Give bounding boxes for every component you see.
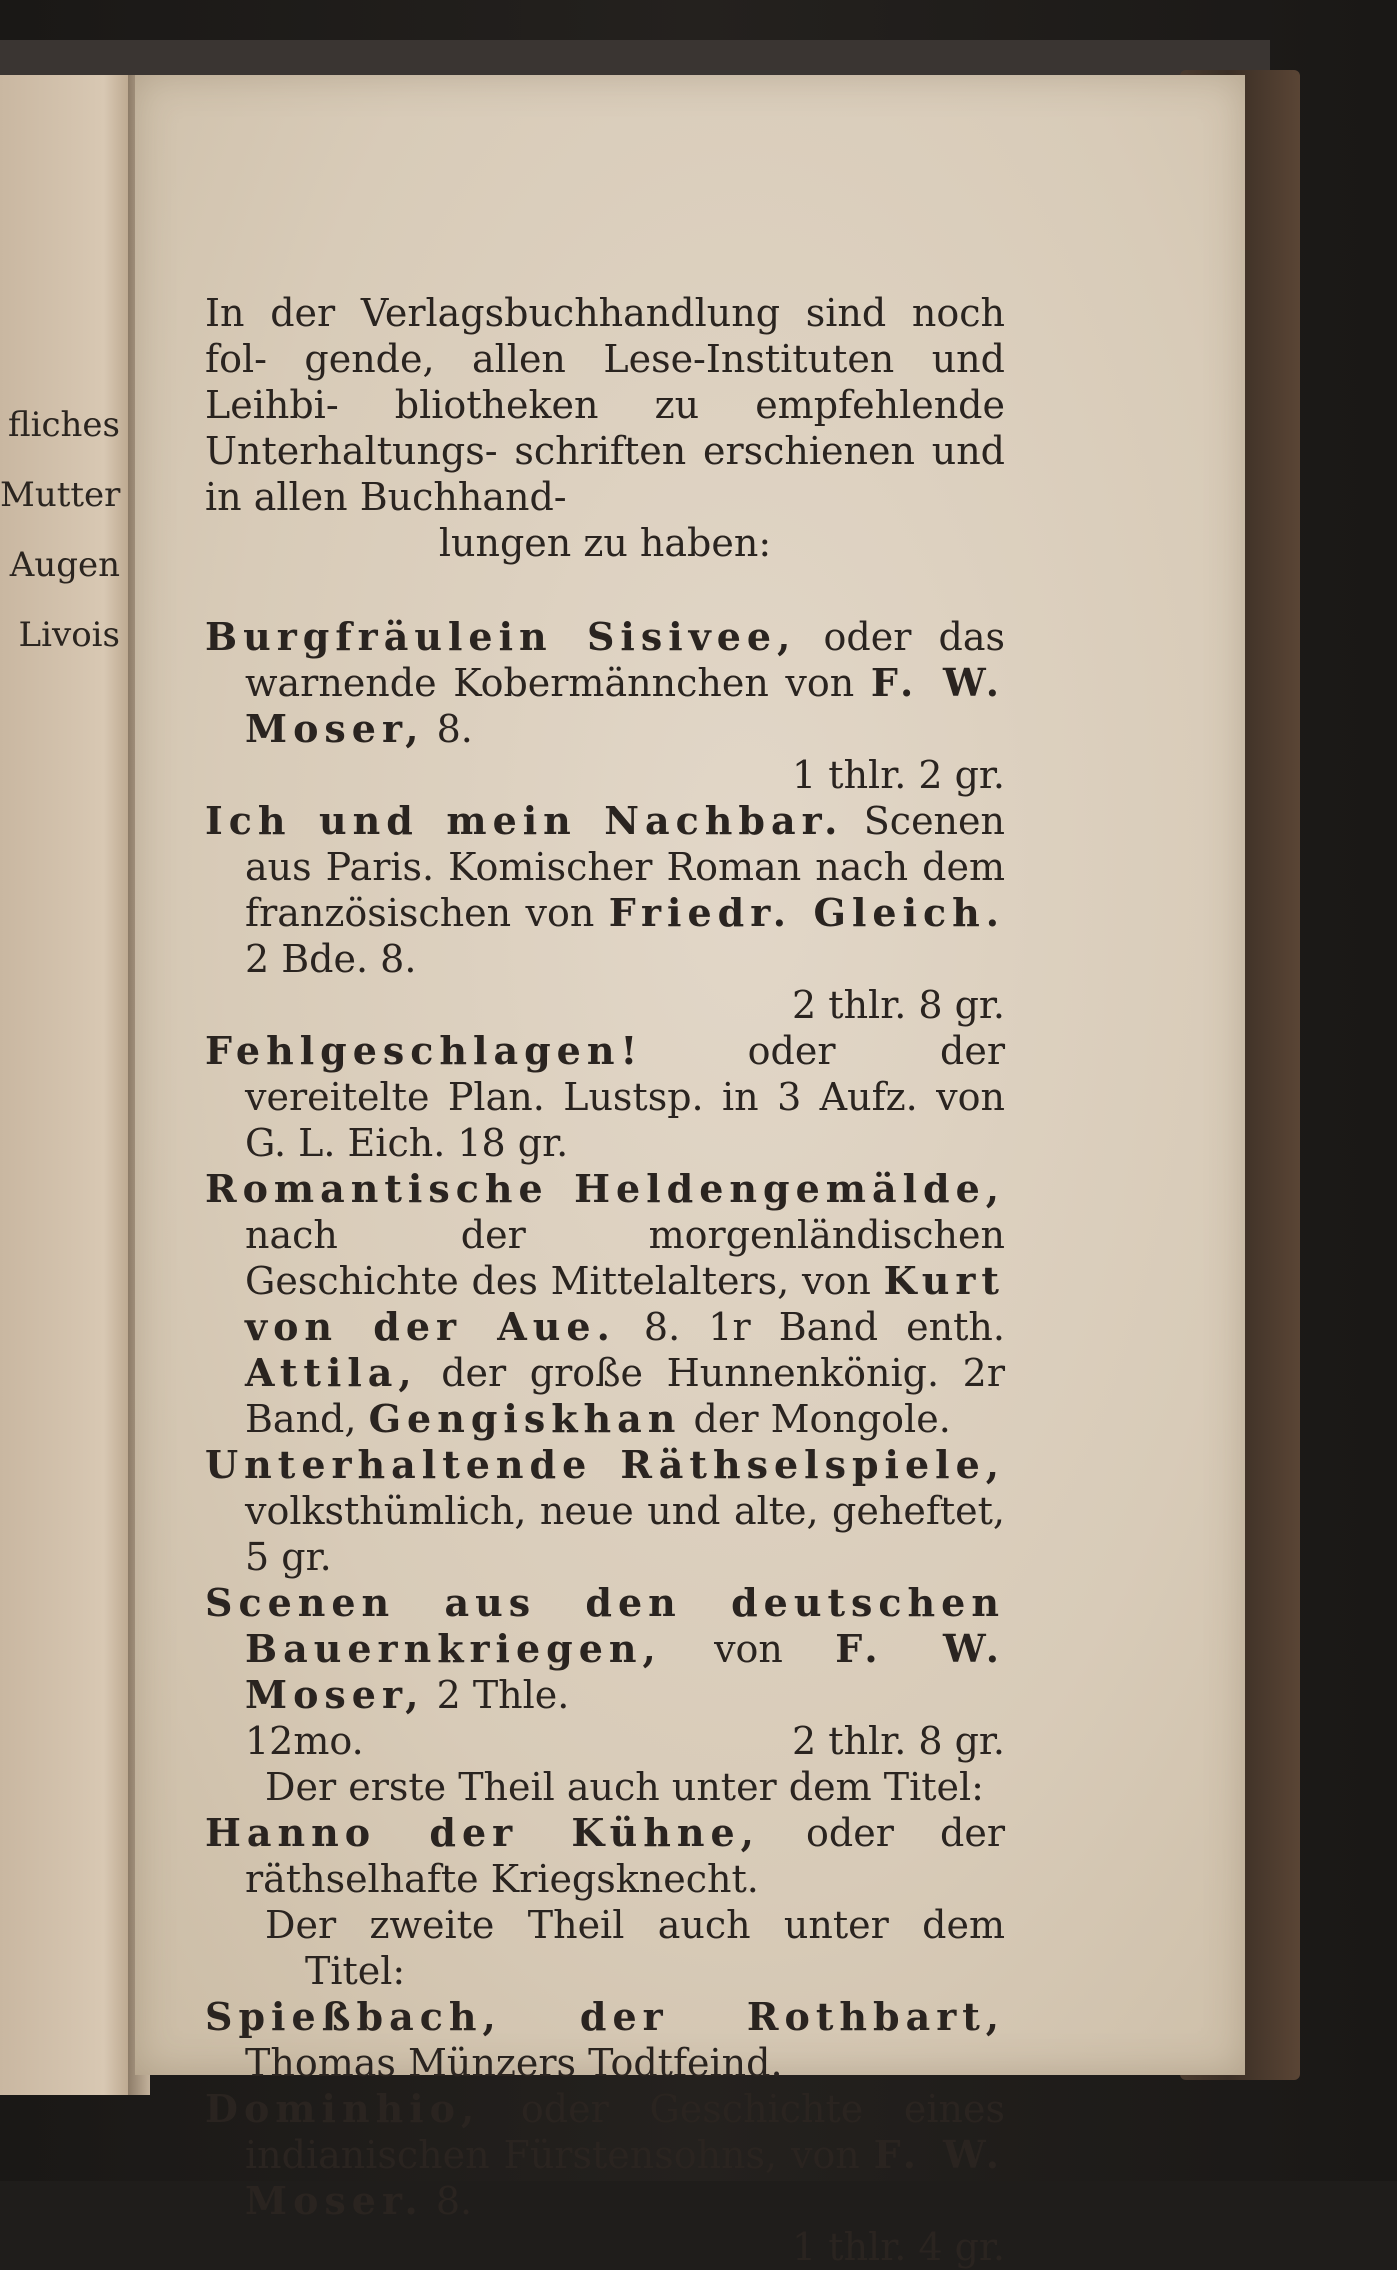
catalog-entry [205, 614, 1005, 798]
entry-title: Dominhio, [205, 2086, 481, 2131]
entry-volume-rest: der Mongole. [693, 1397, 951, 1441]
intro-line: In der Verlagsbuchhandlung sind noch fol- [205, 291, 1005, 381]
entry-title: Scenen aus den deutschen Bauernkriegen, [205, 1580, 1005, 1671]
entry-author: Kurt von der Aue. [245, 1258, 1005, 1349]
entry-text: von [714, 1627, 783, 1671]
entry-author: F. W. Moser. [245, 2132, 1005, 2223]
entry-price: 2 thlr. 8 gr. [792, 983, 1005, 1027]
entry-volume-label: 2r Band, [245, 1351, 1005, 1441]
catalog-entry [205, 2086, 1005, 2270]
entry-text: oder Geschichte eines indianischen Fürstensohns, von [245, 2087, 1005, 2177]
entry-volume-rest: der große Hunnenkönig. [441, 1351, 940, 1395]
entry-text: Scenen aus Paris. Komischer Roman nach dem französischen von [245, 799, 1005, 935]
entry-price: 18 gr. [457, 1121, 569, 1165]
entry-author: Friedr. Gleich. [608, 890, 1005, 935]
entry-part-rest: oder der räthselhafte Kriegsknecht. [245, 1811, 1005, 1901]
entry-title: Romantische Heldengemälde, [205, 1166, 1005, 1211]
entry-text: nach der morgenländischen Geschichte des Mittelalters, von [245, 1213, 1005, 1303]
left-page-fragment: Augen [9, 545, 120, 585]
catalog-entry [205, 1166, 1005, 1442]
catalog-entry [205, 1442, 1005, 1580]
entry-format: 2 Bde. 8. [245, 937, 417, 981]
catalog-entry [205, 1580, 1005, 2086]
entry-title: Ich und mein Nachbar. [205, 798, 844, 843]
left-page-fragment: Livois [18, 615, 120, 655]
entry-part-title: Hanno der Kühne, [205, 1810, 760, 1855]
entry-title: Unterhaltende Räthselspiele, [205, 1442, 1005, 1487]
entry-price: 5 gr. [245, 1535, 332, 1579]
entry-format: 8. [435, 2179, 473, 2223]
entry-price: 1 thlr. 2 gr. [792, 753, 1005, 797]
left-page-fragment: fliches [7, 405, 120, 445]
left-page [0, 75, 130, 2095]
left-page-fragment: Mutter [0, 475, 121, 515]
catalog-entry [205, 1028, 1005, 1166]
intro-paragraph [205, 290, 1005, 566]
entry-author: F. W. Moser, [245, 660, 1005, 751]
entry-part-title: Spießbach, der Rothbart, [205, 1994, 1005, 2039]
entry-part-intro: Der zweite Theil auch unter dem Titel: [265, 1903, 1005, 1993]
entry-format: 8. [436, 707, 473, 751]
entry-part-intro: Der erste Theil auch unter dem Titel: [265, 1765, 984, 1809]
entry-text: oder der vereitelte Plan. Lustsp. in 3 Aufz. von G. L. Eich. [245, 1029, 1005, 1165]
entry-title: Burgfräulein Sisivee, [205, 614, 797, 659]
intro-line: gende, allen Lese-Instituten und Leihbi- [205, 337, 1005, 427]
entry-format: 2 Thle. [436, 1673, 570, 1717]
entry-part [205, 1810, 1005, 1902]
catalog-entry [205, 798, 1005, 1028]
entry-part-rest: Thomas Münzers Todtfeind. [245, 2041, 783, 2085]
intro-line: schriften erschienen und in allen Buchhand- [205, 429, 1005, 519]
intro-line: bliotheken zu empfehlende Unterhaltungs- [205, 383, 1005, 473]
entry-volume-label: 1r Band enth. [708, 1305, 1005, 1349]
entry-part [205, 1994, 1005, 2086]
page-text [205, 290, 1005, 2270]
intro-line: lungen zu haben: [438, 521, 772, 565]
entry-title: Fehlgeschlagen! [205, 1028, 644, 1073]
entry-format: 12mo. [245, 1719, 364, 1763]
entry-text: oder das warnende Kobermännchen von [245, 615, 1006, 705]
entry-volume-title: Attila, [245, 1350, 418, 1395]
entry-author: F. W. Moser, [245, 1626, 1005, 1717]
entry-volume-title: Gengiskhan [368, 1396, 682, 1441]
entry-price: 2 thlr. 8 gr. [792, 1719, 1005, 1763]
entry-text: volksthümlich, neue und alte, geheftet, [245, 1489, 1005, 1533]
entry-format: 8. [643, 1305, 681, 1349]
entry-format-price-row [245, 1718, 1005, 1764]
book-top-edge [0, 40, 1270, 80]
entry-price: 1 thlr. 4 gr. [792, 2225, 1005, 2269]
